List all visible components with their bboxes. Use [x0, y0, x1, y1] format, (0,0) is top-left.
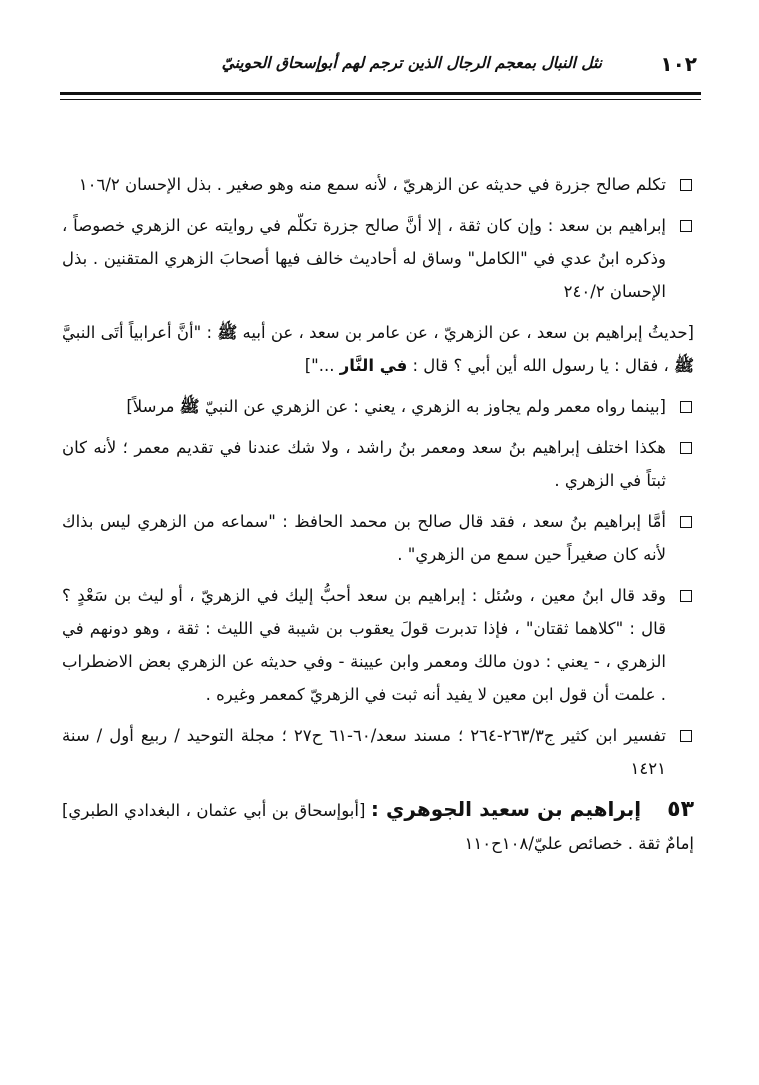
list-item: [62, 505, 694, 571]
header-rule-thin: [60, 99, 701, 100]
list-item: [62, 390, 694, 423]
item-text: أمَّا إبراهيم بنُ سعد ، فقد قال صالح بن محمد الحافظ : "سماعه من الزهري ليس بذاك لأنه كان صغيراً حين سمع من الزهري" .: [62, 512, 666, 564]
honorific-symbol: ﷺ: [674, 356, 694, 375]
item-text-pre: [بينما رواه معمر ولم يجاوز به الزهري ، يعني : عن الزهري عن النبيّ: [199, 397, 666, 416]
checkbox-bullet-icon: [680, 516, 692, 528]
hadith-text-pre: [حديثُ إبراهيم بن سعد ، عن الزهريّ ، عن عامر بن سعد ، عن أبيه: [237, 323, 694, 342]
hadith-paragraph: [62, 316, 694, 382]
item-text: وقد قال ابنُ معين ، وسُئل : إبراهيم بن سعد أحبُّ إليك في الزهريّ ، أو ليث بن سَعْدٍ ؟ قال : "كلاهما ثقتان" ، فإذا تدبرت قولَ يعقوب بن شيبة في الليث : ثقة ، وهو دونهم في الزهري ، - يعني : دون مالك ومعمر وابن عيينة - وفي حديثه عن الزهري بعض الاضطراب . علمت أن قول ابن معين لا يفيد أنه ثبت في الزهريّ كمعمر وغيره .: [62, 586, 666, 704]
item-text: تكلم صالح جزرة في حديثه عن الزهريّ ، لأنه سمع منه وهو صغير . بذل الإحسان ١٠٦/٢: [78, 175, 666, 194]
hadith-text-end: ..."]: [304, 356, 340, 375]
hadith-text-post: ، فقال : يا رسول الله أين أبي ؟ قال :: [407, 356, 675, 375]
checkbox-bullet-icon: [680, 590, 692, 602]
honorific-symbol: ﷺ: [217, 323, 238, 342]
checkbox-bullet-icon: [680, 220, 692, 232]
hadith-text-mid: : "أنَّ أعرابياً أتَى النبيَّ: [62, 323, 218, 342]
honorific-symbol: ﷺ: [179, 397, 200, 416]
hadith-bold-phrase: في النَّار: [339, 356, 408, 375]
running-title: نثل النبال بمعجم الرجال الذين ترجم لهم أبوإسحاق الحوينيّ: [221, 54, 602, 72]
list-item: [62, 719, 694, 785]
checkbox-bullet-icon: [680, 730, 692, 742]
biography-entry: [62, 793, 694, 860]
item-text: تفسير ابن كثير ج٢٦٣/٣-٢٦٤ ؛ مسند سعد/٦٠-٦١ ح٢٧ ؛ مجلة التوحيد / ربيع أول / سنة ١٤٢١: [62, 726, 666, 778]
header-rule-thick: [60, 92, 701, 95]
checkbox-bullet-icon: [680, 401, 692, 413]
page-header: [62, 52, 697, 82]
list-item: [62, 579, 694, 711]
list-item: [62, 168, 694, 201]
item-text-post: مرسلاً]: [126, 397, 180, 416]
entry-number: ٥٣: [667, 797, 694, 822]
item-text: إبراهيم بن سعد : وإن كان ثقة ، إلا أنَّ صالح جزرة تكلّم في روايته عن الزهري خصوصاً ، وذكره ابنُ عدي في "الكامل" وساق له أحاديث خالف فيها أصحابَ الزهري المتقنين . بذل الإحسان ٢٤٠/٢: [62, 216, 666, 301]
page-number: ١٠٢: [660, 52, 697, 76]
checkbox-bullet-icon: [680, 179, 692, 191]
list-item: [62, 431, 694, 497]
entry-name: إبراهيم بن سعيد الجوهري :: [370, 797, 642, 821]
entry-details: [أبوإسحاق بن أبي عثمان ، البغدادي الطبري] إمامٌ ثقة . خصائص عليّ/١٠٨ح١١٠: [62, 801, 694, 853]
item-text: هكذا اختلف إبراهيم بنُ سعد ومعمر بنُ راشد ، ولا شك عندنا في تقديم معمر ؛ لأنه كان ثبتاً في الزهري .: [62, 438, 666, 490]
list-item: [62, 209, 694, 308]
page-content: [62, 168, 694, 860]
checkbox-bullet-icon: [680, 442, 692, 454]
